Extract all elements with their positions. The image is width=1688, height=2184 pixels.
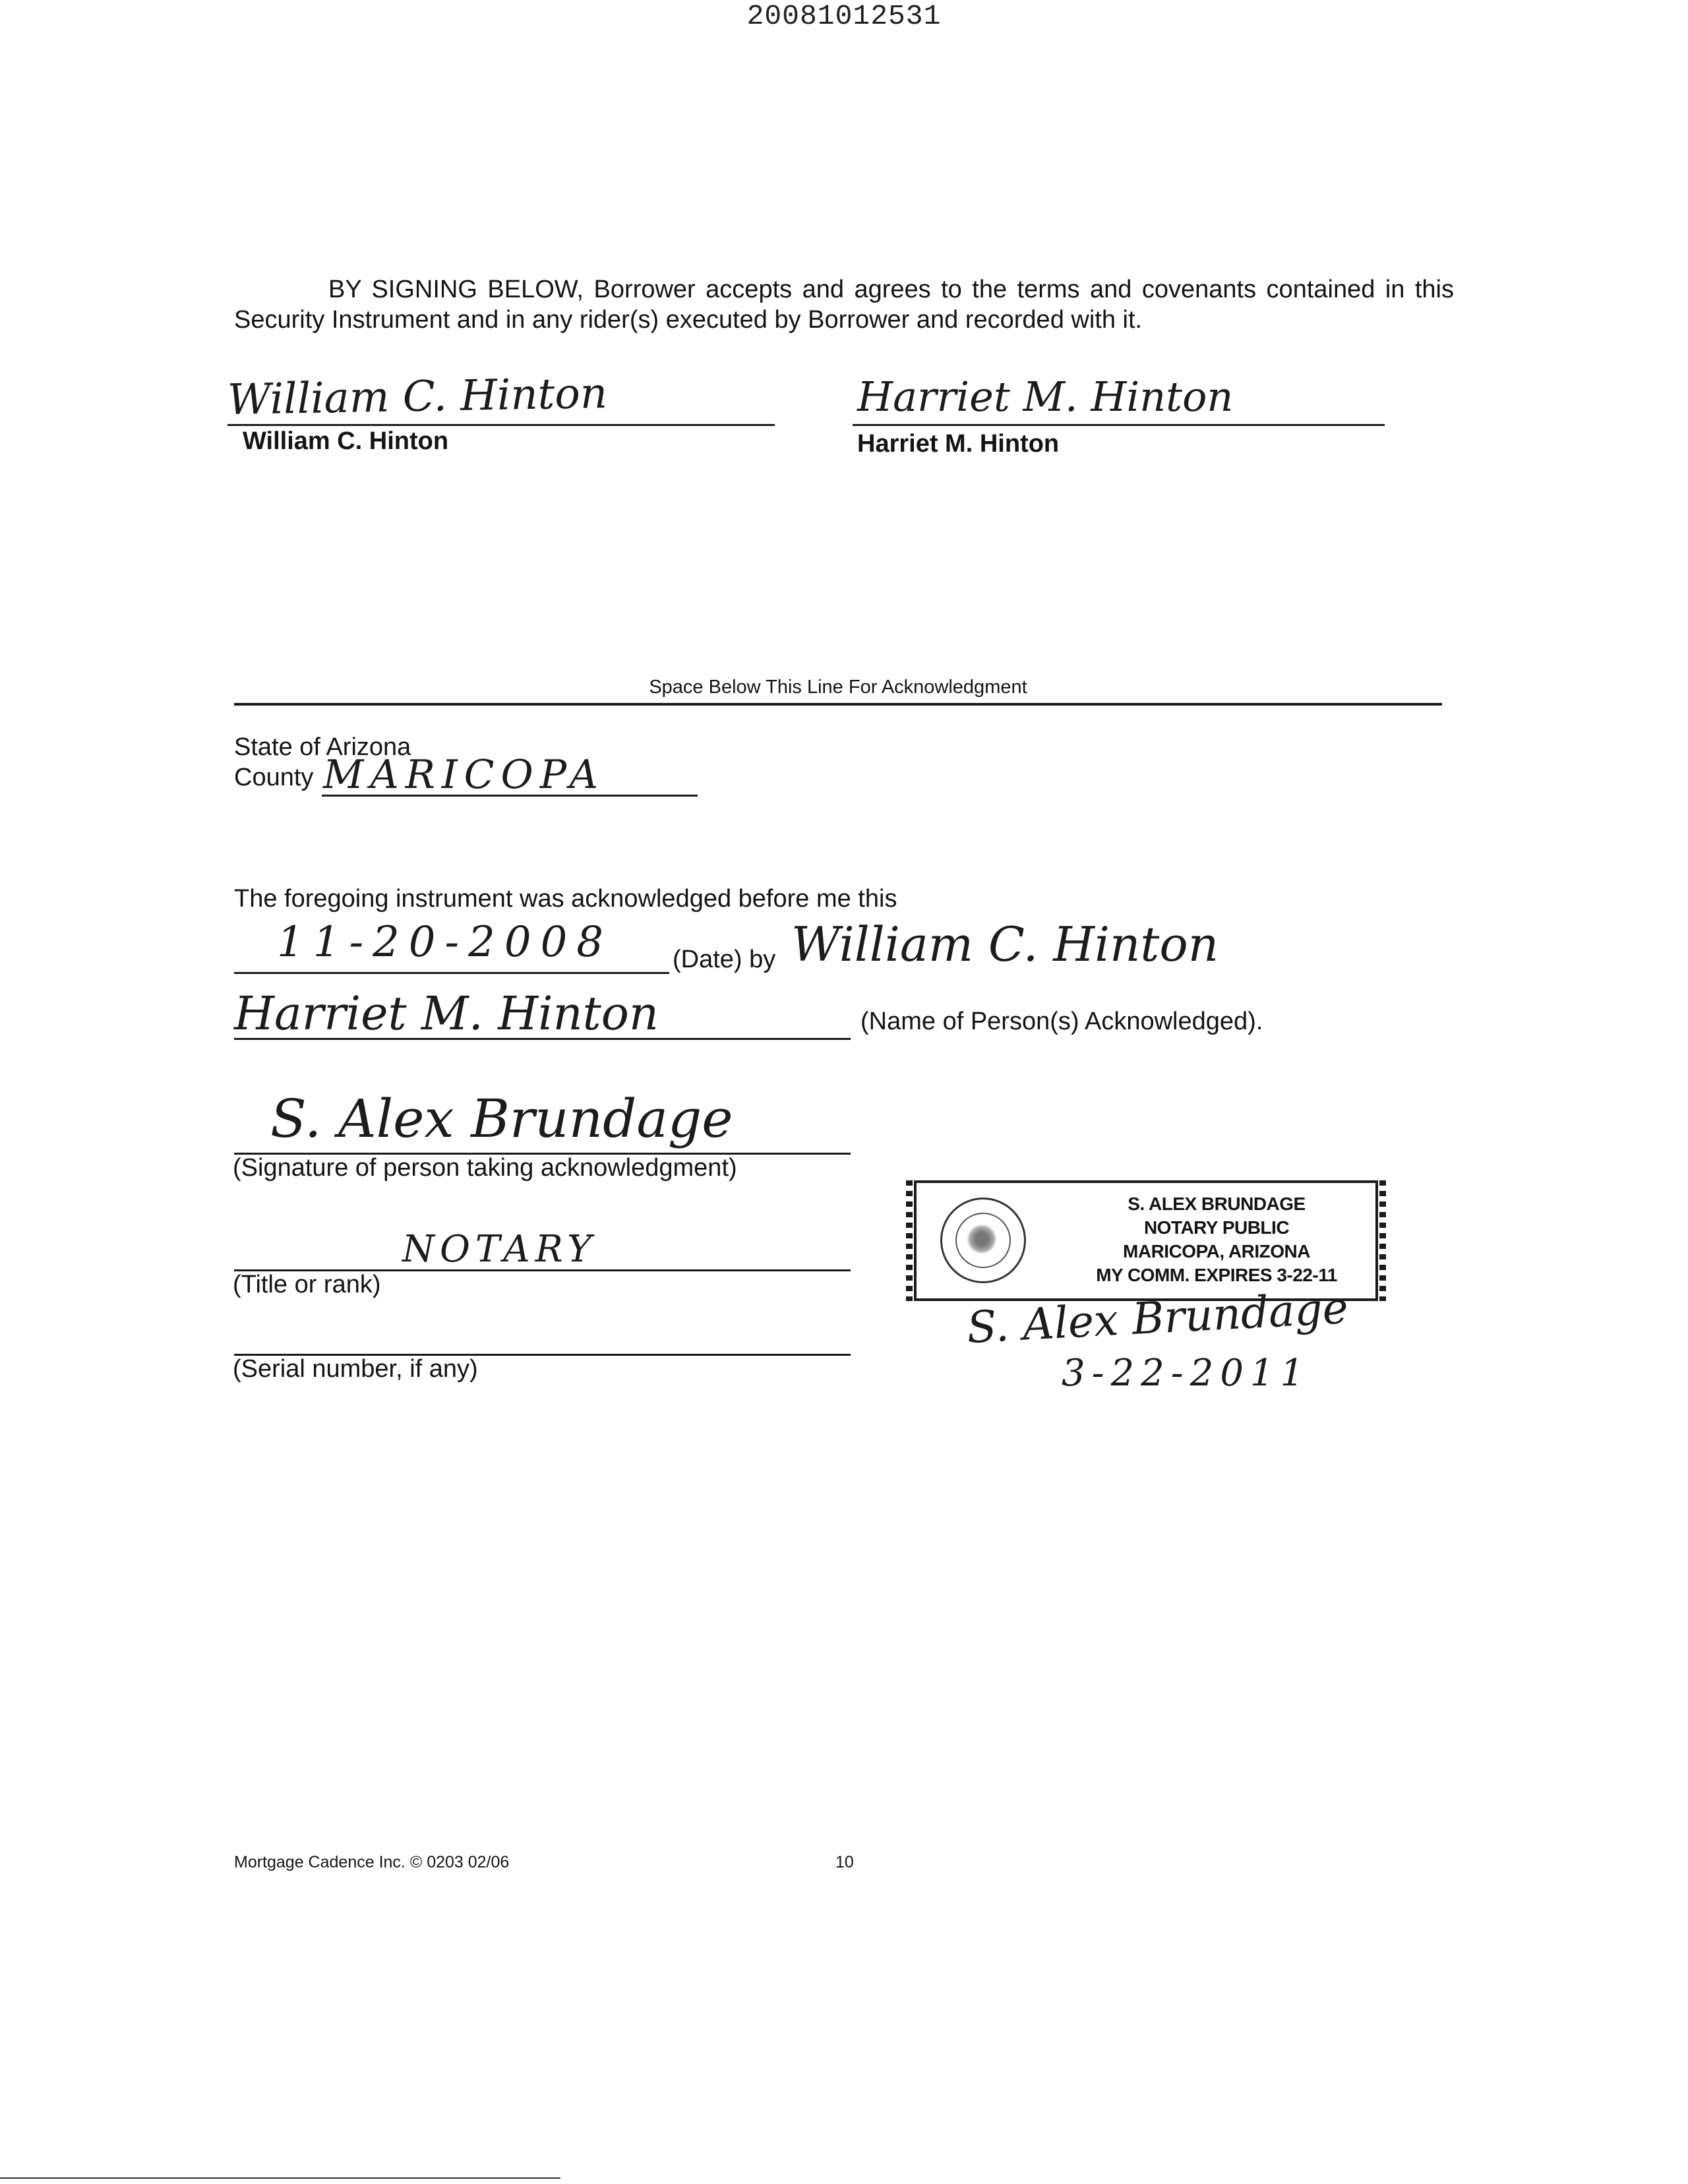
- county-handwritten-value: MARICOPA: [323, 752, 605, 798]
- borrower-2-name: Harriet M. Hinton: [857, 430, 1060, 458]
- signature-label: (Signature of person taking acknowledgment): [233, 1154, 737, 1182]
- county-label: County: [234, 764, 314, 791]
- name-line: [234, 1038, 851, 1040]
- borrower-1-name: William C. Hinton: [243, 427, 449, 455]
- notary-handwritten-signature: S. Alex Brundage: [270, 1088, 733, 1149]
- borrower-1-signature-line: [227, 424, 775, 426]
- date-label: (Date) by: [673, 946, 776, 973]
- serial-label: (Serial number, if any): [233, 1355, 478, 1383]
- county-line: [322, 795, 698, 797]
- stamp-line-location: MARICOPA, ARIZONA: [1123, 1241, 1310, 1261]
- stamp-line-name: S. ALEX BRUNDAGE: [1128, 1194, 1306, 1214]
- foregoing-text: The foregoing instrument was acknowledged before me this: [234, 885, 897, 913]
- stamp-text: [1068, 1192, 1365, 1287]
- arizona-state-seal-icon: [940, 1198, 1026, 1283]
- stamp-line-title: NOTARY PUBLIC: [1143, 1217, 1290, 1238]
- acknowledged-person-2-handwritten: Harriet M. Hinton: [234, 986, 659, 1041]
- acknowledgment-date-value: 11-20-2008: [277, 918, 613, 967]
- name-label: (Name of Person(s) Acknowledged).: [860, 1008, 1263, 1035]
- title-label: (Title or rank): [233, 1271, 381, 1298]
- scan-edge-line: [0, 2177, 560, 2179]
- stamp-border-left: [906, 1180, 913, 1301]
- intro-text: BY SIGNING BELOW, Borrower accepts and agrees to the terms and covenants contained in this Security Instrument and in any rider(s) executed by Borrower and recorded with it.: [234, 276, 1454, 334]
- borrower-2-handwritten-signature: Harriet M. Hinton: [857, 373, 1234, 421]
- notary-handwritten-expiry: 3-22-2011: [1062, 1352, 1311, 1395]
- notary-handwritten-name: S. Alex Brundage: [965, 1282, 1350, 1354]
- page-number: 10: [835, 1853, 854, 1871]
- footer-copyright: Mortgage Cadence Inc. © 0203 02/06: [234, 1853, 510, 1871]
- borrower-1-handwritten-signature: William C. Hinton: [227, 369, 608, 425]
- acknowledgment-heading: Space Below This Line For Acknowledgment: [649, 677, 1027, 698]
- borrower-acceptance-paragraph: [234, 274, 1454, 335]
- borrower-2-signature-line: [853, 424, 1385, 426]
- date-line: [234, 972, 669, 974]
- acknowledged-person-1-handwritten: William C. Hinton: [791, 917, 1219, 972]
- document-number: 20081012531: [746, 0, 942, 32]
- state-label: State of Arizona: [234, 733, 411, 761]
- notary-stamp: [914, 1180, 1378, 1301]
- acknowledgment-divider: [234, 703, 1442, 706]
- title-handwritten-value: NOTARY: [402, 1228, 597, 1271]
- stamp-border-right: [1379, 1180, 1386, 1301]
- stamp-line-expiry: MY COMM. EXPIRES 3-22-11: [1096, 1265, 1337, 1285]
